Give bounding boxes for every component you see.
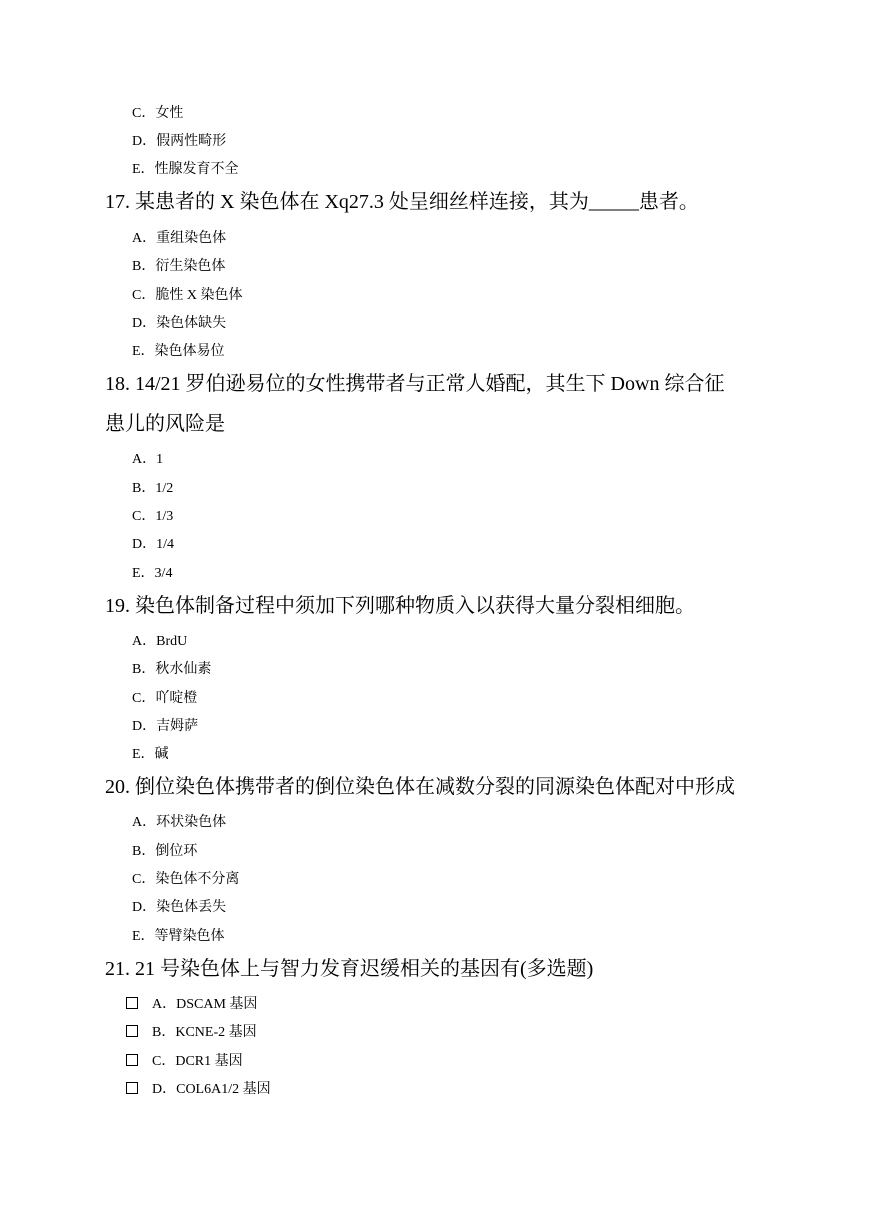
option-b: B．倒位环 — [132, 844, 198, 859]
checkbox-icon[interactable] — [126, 997, 138, 1009]
option-e: E．碱 — [132, 747, 169, 762]
option-b: B．秋水仙素 — [132, 662, 212, 677]
option-a: A．环状染色体 — [132, 815, 227, 830]
checkbox-icon[interactable] — [126, 1025, 138, 1037]
option-b: B．1/2 — [132, 481, 174, 496]
option-a: A．重组染色体 — [132, 231, 227, 246]
option-c: C．吖啶橙 — [132, 691, 198, 706]
checkbox-icon[interactable] — [126, 1082, 138, 1094]
option-c: C．染色体不分离 — [132, 872, 240, 887]
option-label: D．COL6A1/2 基因 — [152, 1082, 271, 1097]
option-d: D．吉姆萨 — [132, 719, 199, 734]
option-d: D．1/4 — [132, 537, 174, 552]
option-d: D．假两性畸形 — [132, 134, 227, 149]
option-e: E．染色体易位 — [132, 344, 225, 359]
question-18-continued: 患儿的风险是 — [105, 413, 225, 435]
option-e: E．性腺发育不全 — [132, 162, 239, 177]
option-c: C．脆性 X 染色体 — [132, 288, 243, 303]
question-20: 20. 倒位染色体携带者的倒位染色体在减数分裂的同源染色体配对中形成 — [105, 776, 735, 798]
option-c: C．女性 — [132, 106, 184, 121]
multi-option-b[interactable] — [126, 1024, 257, 1042]
option-e: E．等臂染色体 — [132, 929, 225, 944]
option-c: C．1/3 — [132, 509, 174, 524]
multi-option-a[interactable] — [126, 996, 257, 1014]
question-18: 18. 14/21 罗伯逊易位的女性携带者与正常人婚配，其生下 Down 综合征 — [105, 373, 725, 395]
option-label: C．DCR1 基因 — [152, 1054, 243, 1069]
question-21: 21. 21 号染色体上与智力发育迟缓相关的基因有(多选题) — [105, 958, 594, 980]
option-label: A．DSCAM 基因 — [152, 997, 258, 1012]
option-a: A．1 — [132, 452, 164, 467]
multi-option-c[interactable] — [126, 1053, 243, 1071]
question-17: 17. 某患者的 X 染色体在 Xq27.3 处呈细丝样连接，其为_____患者。 — [105, 191, 699, 213]
option-d: D．染色体缺失 — [132, 316, 227, 331]
option-d: D．染色体丢失 — [132, 900, 227, 915]
option-e: E．3/4 — [132, 566, 173, 581]
checkbox-icon[interactable] — [126, 1054, 138, 1066]
option-label: B．KCNE-2 基因 — [152, 1025, 257, 1040]
option-a: A．BrdU — [132, 634, 188, 649]
question-19: 19. 染色体制备过程中须加下列哪种物质入以获得大量分裂相细胞。 — [105, 595, 695, 617]
option-b: B．衍生染色体 — [132, 259, 226, 274]
multi-option-d[interactable] — [126, 1081, 271, 1099]
